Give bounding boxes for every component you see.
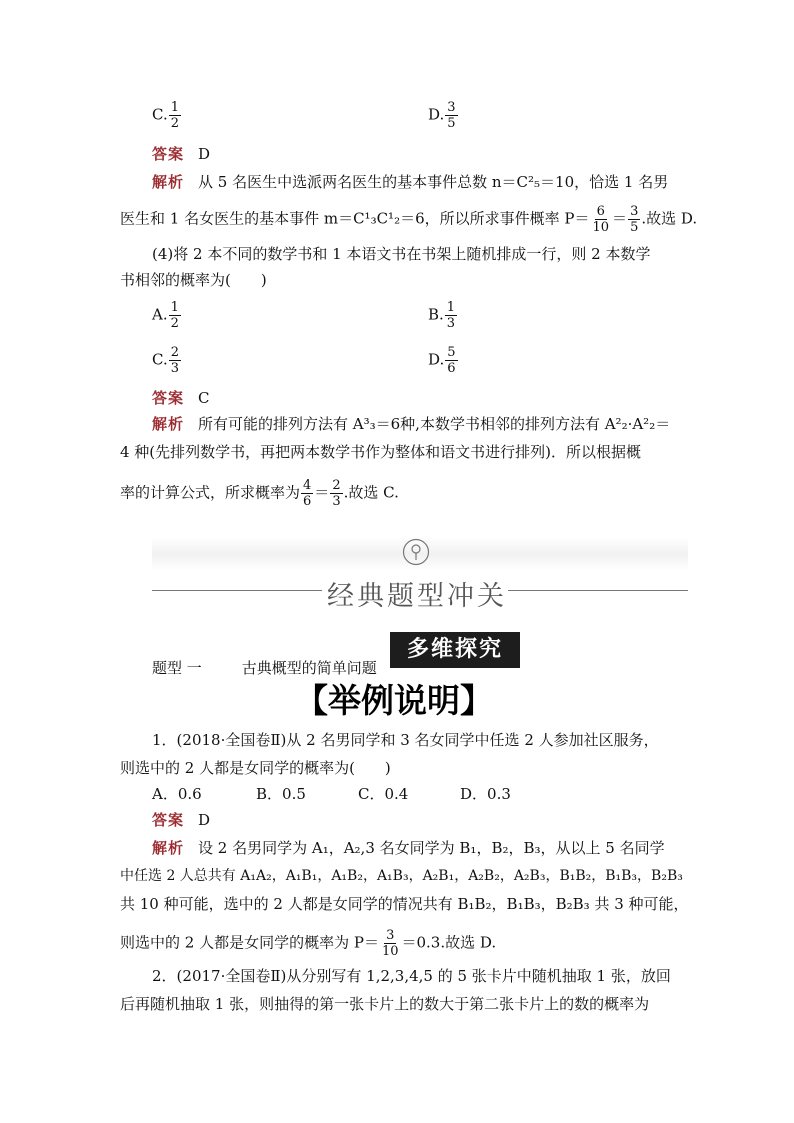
- ex2-stem-line1: 2．(2017·全国卷Ⅱ)从分别写有 1,2,3,4,5 的 5 张卡片中随机抽取 1 张，放回: [152, 967, 671, 985]
- section-title: 经典题型冲关: [327, 581, 507, 612]
- q4-option-d: D. $\frac{5}{6}$: [428, 345, 456, 376]
- ex2-stem-line2: 后再随机抽取 1 张，则抽得的第一张卡片上的数大于第二张卡片上的数的概率为: [120, 995, 650, 1013]
- fraction: $\frac{1}{2}$: [170, 300, 179, 331]
- ex1-option-b: B．0.5: [256, 785, 306, 803]
- fraction: $\frac{1}{3}$: [446, 300, 456, 331]
- fraction: $\frac{6}{10}$: [592, 204, 610, 235]
- q3-answer: 答案 D: [152, 145, 211, 163]
- topic-badge: 多维探究: [390, 632, 520, 668]
- fraction: $\frac{3}{5}$: [630, 204, 639, 235]
- section-rule-right: [508, 590, 688, 591]
- ex1-option-a: A．0.6: [152, 785, 202, 803]
- q4-analysis-line3: 率的计算公式，所求概率为 $\frac{4}{6}$ ＝ $\frac{2}{3}$ .故选 C.: [120, 478, 399, 509]
- fraction: $\frac{2}{3}$: [170, 345, 179, 376]
- q4-analysis-line2: 4 种(先排列数学书，再把两本数学书作为整体和语文书进行排列)．所以根据概: [120, 443, 642, 461]
- q4-answer: 答案 C: [152, 389, 210, 407]
- ex1-option-c: C．0.4: [358, 785, 409, 803]
- lightbulb-emblem-icon: [402, 538, 430, 566]
- ex1-analysis-line1: 解析 设 2 名男同学为 A₁，A₂,3 名女同学为 B₁，B₂，B₃，从以上 5 名同学: [152, 839, 665, 857]
- q4-option-a: A. $\frac{1}{2}$: [152, 300, 179, 331]
- section-rule-left: [152, 590, 322, 591]
- q4-stem-line2: 书相邻的概率为( ): [120, 271, 267, 289]
- q3-analysis-line2: 医生和 1 名女医生的基本事件 m＝C¹₃C¹₂＝6，所以所求事件概率 P＝ $\frac{6}{10}$ ＝ $\frac{3}{5}$ .故选 D.: [120, 204, 698, 235]
- topic-line: 题型 一 古典概型的简单问题: [152, 659, 377, 677]
- q4-analysis-line1: 解析 所有可能的排列方法有 A³₃＝6种,本数学书相邻的排列方法有 A²₂·A²₂＝: [152, 415, 671, 433]
- fraction: $\frac{5}{6}$: [447, 345, 456, 376]
- ex1-answer: 答案 D: [152, 811, 211, 829]
- fraction: $\frac{2}{3}$: [332, 478, 341, 509]
- ex1-stem-line1: 1．(2018·全国卷Ⅱ)从 2 名男同学和 3 名女同学中任选 2 人参加社区服务，: [152, 731, 659, 749]
- q3-analysis-line1: 解析 从 5 名医生中选派两名医生的基本事件总数 n＝C²₅＝10，恰选 1 名男: [152, 173, 669, 191]
- q3-option-c: C. $\frac{1}{2}$: [152, 100, 179, 131]
- example-heading: 【举例说明】: [295, 681, 493, 720]
- ex1-stem-line2: 则选中的 2 人都是女同学的概率为( ): [120, 759, 391, 777]
- q4-stem-line1: (4)将 2 本不同的数学书和 1 本语文书在书架上随机排成一行，则 2 本数学: [152, 245, 651, 263]
- q4-option-b: B. $\frac{1}{3}$: [428, 300, 456, 331]
- fraction: $\frac{3}{5}$: [447, 100, 456, 131]
- ex1-analysis-line3: 共 10 种可能，选中的 2 人都是女同学的情况共有 B₁B₂，B₁B₃，B₂B₃ 共 3 种可能，: [120, 895, 689, 913]
- q3-option-d: D. $\frac{3}{5}$: [428, 100, 456, 131]
- fraction: $\frac{4}{6}$: [303, 478, 312, 509]
- ex1-analysis-line4: 则选中的 2 人都是女同学的概率为 P＝ $\frac{3}{10}$ ＝0.3.故选 D.: [120, 928, 497, 959]
- fraction: $\frac{3}{10}$: [381, 928, 399, 959]
- ex1-option-d: D．0.3: [460, 785, 511, 803]
- ex1-analysis-line2: 中任选 2 人总共有 A₁A₂，A₁B₁，A₁B₂，A₁B₃，A₂B₁，A₂B₂，A₂B₃，B₁B₂，B₁B₃，B₂B₃: [120, 868, 683, 884]
- q4-option-c: C. $\frac{2}{3}$: [152, 345, 179, 376]
- fraction: $\frac{1}{2}$: [170, 100, 179, 131]
